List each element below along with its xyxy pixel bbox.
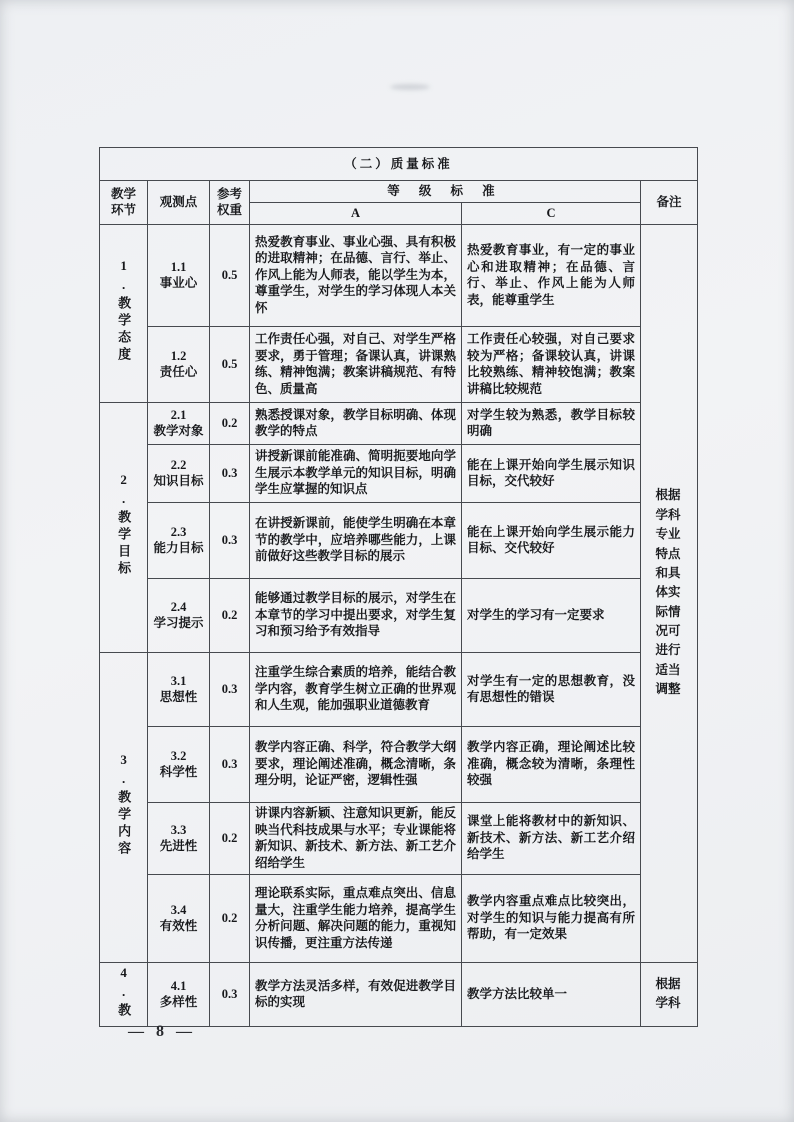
- point-number: 1.1: [170, 259, 187, 274]
- grade-c-cell: 对学生较为熟悉，教学目标较明确: [462, 402, 641, 444]
- grade-a-cell: 教学方法灵活多样，有效促进教学目标的实现: [250, 962, 462, 1027]
- point-name: 科学性: [159, 765, 198, 779]
- grade-c-cell: 教学内容重点难点比较突出，对学生的知识与能力提高有所帮助，有一定效果: [462, 874, 641, 962]
- observation-point-cell: [148, 652, 210, 726]
- table-row: [100, 652, 698, 726]
- point-name: 能力目标: [153, 541, 204, 555]
- remarks-text: 根据学科专业特点和具体实际情况可进行适当调整: [655, 488, 681, 697]
- grade-a-cell: 理论联系实际，重点难点突出、信息量大，注重学生能力培养，提高学生分析问题、解决问题的能力，重视知识传播，更注重方法传递: [250, 874, 462, 962]
- point-number: 2.1: [170, 407, 187, 422]
- weight-cell: 0.3: [210, 962, 250, 1027]
- weight-cell: 0.5: [210, 326, 250, 402]
- table-row: [100, 224, 698, 326]
- grade-a-cell: 热爱教育事业、事业心强、具有积极的进取精神；在品德、言行、举止、作风上能为人师表，能以学生为本，尊重学生，对学生的学习体现人本关怀: [250, 224, 462, 326]
- observation-point-cell: [148, 444, 210, 502]
- group-teaching-objectives: [100, 402, 148, 652]
- point-name: 责任心: [159, 365, 198, 379]
- group-label: 2.教学目标: [116, 471, 132, 578]
- weight-cell: 0.2: [210, 802, 250, 874]
- remarks-merged-cell: [641, 224, 698, 962]
- grade-a-cell: 熟悉授课对象，教学目标明确、体现教学的特点: [250, 402, 462, 444]
- grade-a-cell: 讲授新课前能准确、简明扼要地向学生展示本教学单元的知识目标，明确学生应掌握的知识点: [250, 444, 462, 502]
- grade-a-cell: 注重学生综合素质的培养，能结合教学内容，教育学生树立正确的世界观和人生观，能加强职业道德教育: [250, 652, 462, 726]
- table-row: [100, 578, 698, 652]
- grade-a-cell: 在讲授新课前，能使学生明确在本章节的教学中，应培养哪些能力，上课前做好这些教学目标的展示: [250, 502, 462, 578]
- point-name: 先进性: [159, 839, 198, 853]
- observation-point-cell: [148, 874, 210, 962]
- point-number: 2.3: [170, 524, 187, 539]
- table-row: [100, 726, 698, 802]
- table-row: [100, 874, 698, 962]
- grade-c-cell: 对学生有一定的思想教育，没有思想性的错误: [462, 652, 641, 726]
- group-label: 3.教学内容: [116, 751, 132, 858]
- group-teaching-methods: [100, 962, 148, 1027]
- grade-a-cell: 工作责任心强，对自己、对学生严格要求，勇于管理；备课认真，讲课熟练、精神饱满；教案讲稿规范、有特色、质量高: [250, 326, 462, 402]
- group-label: 1.教学态度: [116, 257, 132, 364]
- point-name: 事业心: [159, 276, 198, 290]
- observation-point-cell: [148, 502, 210, 578]
- grade-c-cell: 教学内容正确，理论阐述比较准确，概念较为清晰，条理性较强: [462, 726, 641, 802]
- point-name: 有效性: [159, 919, 198, 933]
- grade-c-cell: 热爱教育事业，有一定的事业心和进取精神；在品德、言行、举止、作风上能为人师表，能尊重学生: [462, 224, 641, 326]
- point-number: 3.1: [170, 673, 187, 688]
- weight-cell: 0.2: [210, 402, 250, 444]
- table-row: [100, 402, 698, 444]
- group-teaching-content: [100, 652, 148, 962]
- weight-cell: 0.2: [210, 578, 250, 652]
- header-reference-weight: 参考权重: [210, 181, 250, 225]
- table-row: [100, 502, 698, 578]
- table-title: （二）质量标准: [100, 148, 698, 181]
- header-grade-standard: 等 级 标 准: [250, 181, 641, 203]
- observation-point-cell: [148, 578, 210, 652]
- point-name: 学习提示: [153, 616, 204, 630]
- header-observation-point: 观测点: [148, 181, 210, 225]
- grade-c-cell: 教学方法比较单一: [462, 962, 641, 1027]
- group-teaching-attitude: [100, 224, 148, 402]
- remarks-last-cell: [641, 962, 698, 1027]
- weight-cell: 0.3: [210, 502, 250, 578]
- observation-point-cell: [148, 802, 210, 874]
- scan-artifact-smudge: [390, 84, 430, 90]
- group-label: 4.教: [116, 964, 132, 1020]
- table-row: [100, 444, 698, 502]
- table-row: [100, 326, 698, 402]
- observation-point-cell: [148, 726, 210, 802]
- header-teaching-stage: 教学环节: [100, 181, 148, 225]
- point-number: 3.4: [170, 902, 187, 917]
- observation-point-cell: [148, 402, 210, 444]
- grade-c-cell: 对学生的学习有一定要求: [462, 578, 641, 652]
- grade-c-cell: 能在上课开始向学生展示能力目标、交代较好: [462, 502, 641, 578]
- grade-a-cell: 教学内容正确、科学，符合教学大纲要求，理论阐述准确，概念清晰，条理分明，论证严密，逻辑性强: [250, 726, 462, 802]
- grade-c-cell: 能在上课开始向学生展示知识目标，交代较好: [462, 444, 641, 502]
- point-number: 2.2: [170, 457, 187, 472]
- point-number: 2.4: [170, 599, 187, 614]
- weight-cell: 0.2: [210, 874, 250, 962]
- observation-point-cell: [148, 326, 210, 402]
- weight-cell: 0.3: [210, 726, 250, 802]
- header-grade-a: A: [250, 203, 462, 225]
- grade-a-cell: 讲课内容新颖、注意知识更新，能反映当代科技成果与水平；专业课能将新知识、新技术、新方法、新工艺介绍给学生: [250, 802, 462, 874]
- observation-point-cell: [148, 962, 210, 1027]
- table-row: [100, 962, 698, 1027]
- grade-a-cell: 能够通过教学目标的展示，对学生在本章节的学习中提出要求，对学生复习和预习给予有效指导: [250, 578, 462, 652]
- point-name: 思想性: [159, 690, 198, 704]
- page-number: — 8 —: [128, 1023, 196, 1040]
- point-name: 多样性: [159, 995, 198, 1010]
- remarks-text: 根据学科: [655, 976, 681, 1011]
- point-number: 3.3: [170, 822, 187, 837]
- header-grade-c: C: [462, 203, 641, 225]
- point-name: 知识目标: [153, 474, 204, 488]
- weight-cell: 0.5: [210, 224, 250, 326]
- grade-c-cell: 课堂上能将教材中的新知识、新技术、新方法、新工艺介绍给学生: [462, 802, 641, 874]
- weight-cell: 0.3: [210, 444, 250, 502]
- observation-point-cell: [148, 224, 210, 326]
- point-number: 4.1: [170, 978, 187, 993]
- grade-c-cell: 工作责任心较强，对自己要求较为严格；备课较认真，讲课比较熟练、精神较饱满；教案讲稿比较规范: [462, 326, 641, 402]
- table-header-row-1: [100, 181, 698, 203]
- point-number: 3.2: [170, 748, 187, 763]
- header-remarks: 备注: [641, 181, 698, 225]
- point-number: 1.2: [170, 348, 187, 363]
- table-title-row: [100, 148, 698, 181]
- weight-cell: 0.3: [210, 652, 250, 726]
- point-name: 教学对象: [153, 424, 204, 438]
- table-row: [100, 802, 698, 874]
- quality-standards-table: [99, 147, 698, 1027]
